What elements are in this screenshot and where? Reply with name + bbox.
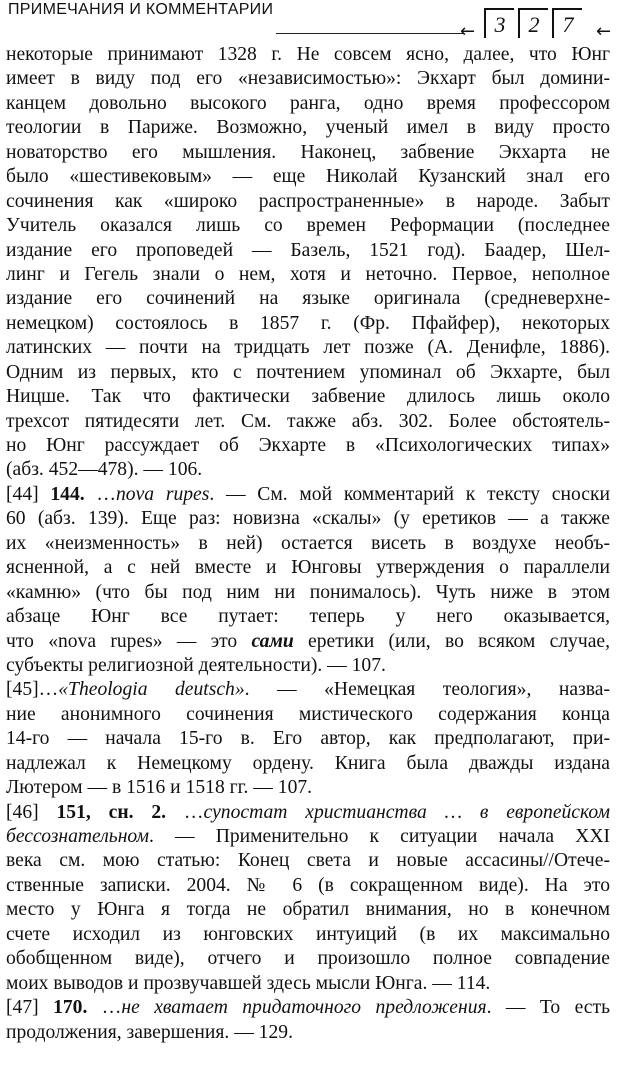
text-line	[6, 287, 610, 311]
text-segment: сочинения как «широко распространенные» в народе. Забыт	[6, 190, 610, 212]
text-line	[6, 410, 610, 434]
text-line	[6, 92, 610, 116]
text-line	[6, 483, 610, 507]
text-segment: теологии в Париже. Возможно, ученый имел в виду просто	[6, 117, 610, 139]
text-line	[6, 849, 610, 873]
text-line	[6, 703, 610, 727]
text-line	[6, 972, 610, 996]
text-line	[6, 165, 610, 189]
text-segment: …	[84, 483, 116, 505]
text-segment: . — «Немецкая теология», назва-	[244, 679, 610, 701]
text-segment: . — См. мой комментарий к тексту сноски	[209, 483, 610, 505]
text-segment: 14-го — начала 15-го в. Его автор, как предполагают, при-	[6, 728, 610, 750]
text-line	[6, 752, 610, 776]
header-rule	[276, 33, 464, 34]
text-line	[6, 312, 610, 336]
text-line	[6, 239, 610, 263]
text-segment: 170.	[53, 997, 88, 1019]
text-segment: ние анонимного сочинения мистического содержания конца	[6, 703, 610, 725]
text-line	[6, 923, 610, 947]
page-number-digit: 3	[484, 8, 514, 38]
text-segment: трехсот пятидесяти лет. См. также абз. 302. Более обстоятель-	[6, 410, 610, 432]
text-line	[6, 67, 610, 91]
text-segment: …	[87, 997, 122, 1019]
text-segment: счете исходил из юнговских интуиций (в их максимально	[6, 923, 610, 945]
text-line	[6, 116, 610, 140]
text-line	[6, 654, 610, 678]
text-segment: [47]	[6, 997, 54, 1019]
text-segment: 151, сн. 2.	[56, 801, 167, 823]
text-line	[6, 996, 610, 1020]
text-line	[6, 874, 610, 898]
text-segment: латинских — почти на тридцать лет позже (А. Денифле, 1886).	[6, 337, 610, 359]
text-segment: (абз. 452—478). — 106.	[6, 459, 203, 481]
text-segment: линг и Гегель знали о нем, хотя и неточно. Первое, неполное	[6, 263, 610, 285]
text-segment: супостат христианства … в европейском	[203, 801, 610, 823]
text-segment: 144.	[50, 483, 85, 505]
text-line	[6, 605, 610, 629]
text-segment: …	[166, 801, 204, 823]
text-segment: Учитель оказался лишь со времен Реформации (последнее	[6, 215, 610, 237]
text-line	[6, 581, 610, 605]
text-segment: nova rupes	[116, 483, 210, 505]
text-segment: их «неизменность» в ней) остается висеть в воздухе необъ-	[6, 532, 610, 554]
notes-text	[6, 43, 610, 1045]
text-line	[6, 190, 610, 214]
text-segment: что «nova rupes» — это	[6, 630, 252, 652]
text-line	[6, 458, 610, 482]
text-segment: новаторство его мышления. Наконец, забвение Экхарта не	[6, 141, 610, 163]
text-line	[6, 263, 610, 287]
text-line	[6, 385, 610, 409]
text-line	[6, 214, 610, 238]
text-segment: издание его проповедей — Базель, 1521 год). Баадер, Шел-	[6, 239, 610, 261]
text-line	[6, 727, 610, 751]
text-line	[6, 556, 610, 580]
text-segment: абзаце Юнг все путает: теперь у него оказывается,	[6, 606, 610, 628]
text-line	[6, 532, 610, 556]
text-segment: Одним из первых, кто с почтением упоминал об Экхарте, был	[6, 361, 610, 383]
text-segment: Ницше. Так что фактически забвение длилось лишь около	[6, 386, 610, 408]
text-line	[6, 776, 610, 800]
page-number-digit: 7	[552, 8, 582, 38]
text-segment: немецком) состоялось в 1857 г. (Фр. Пфайфер), некоторых	[6, 312, 610, 334]
text-segment: сами	[251, 630, 294, 652]
text-segment: . — Применительно к ситуации начала XXI	[149, 826, 610, 847]
text-segment: бессознательном	[6, 826, 149, 847]
text-line	[6, 336, 610, 360]
running-head: ПРИМЕЧАНИЯ И КОММЕНТАРИИ	[8, 1, 274, 18]
text-line	[6, 141, 610, 165]
text-segment: [45]…	[6, 679, 59, 701]
text-segment: ственные записки. 2004. № 6 (в сокращенном виде). На это	[6, 874, 610, 896]
page-number-digit: 2	[518, 8, 548, 38]
text-segment: но Юнг рассуждает об Экхарте в «Психологических типах»	[6, 435, 610, 456]
text-line	[6, 361, 610, 385]
text-segment: место у Юнга я тогда не обратил внимания, но в конечном	[6, 899, 610, 921]
text-segment: еретики (или, во всяком случае,	[293, 630, 610, 652]
text-line	[6, 678, 610, 702]
text-segment: надлежал к Немецкому ордену. Книга была дважды издана	[6, 752, 610, 774]
text-segment: «Theologia deutsch»	[58, 679, 245, 701]
text-segment: канцем довольно высокого ранга, одно время профессором	[6, 92, 610, 114]
text-line	[6, 825, 610, 849]
text-line	[6, 947, 610, 971]
text-segment: продолжения, завершения. — 129.	[6, 1021, 293, 1043]
arrow-left-icon: ←	[460, 21, 476, 42]
text-segment: ясненной, а с ней вместе и Юнговы утверждения о параллели	[6, 557, 610, 579]
page-number	[484, 8, 592, 40]
text-segment: обобщенном виде), отчего и произошло полное совпадение	[6, 948, 610, 970]
text-segment: имеет в виду под его «независимостью»: Экхарт был домини-	[6, 68, 610, 90]
text-segment: [44]	[6, 483, 51, 505]
text-line	[6, 898, 610, 922]
text-segment: субъекты религиозной деятельности). — 107.	[6, 654, 386, 676]
text-line	[6, 434, 610, 458]
text-segment: . — То есть	[486, 997, 610, 1019]
text-segment: [46]	[6, 801, 57, 823]
text-line	[6, 507, 610, 531]
text-segment: было «шестивековым» — еще Николай Кузанский знал его	[6, 166, 610, 188]
text-segment: некоторые принимают 1328 г. Не совсем ясно, далее, что Юнг	[6, 44, 610, 65]
text-segment: 60 (абз. 139). Еще раз: новизна «скалы» (у еретиков — а также	[6, 508, 610, 530]
text-line	[6, 43, 610, 67]
text-segment: Лютером — в 1516 и 1518 гг. — 107.	[6, 777, 313, 799]
text-segment: издание его сочинений на языке оригинала (средневерхне-	[6, 288, 610, 310]
text-line	[6, 801, 610, 825]
text-segment: не хватает придаточного предложения	[121, 997, 487, 1019]
arrow-right-icon: ←	[596, 21, 612, 42]
text-segment: моих выводов и прозвучавшей здесь мысли Юнга. — 114.	[6, 972, 491, 994]
text-segment: «камню» (что бы под ним ни понималось). Чуть ниже в этом	[6, 581, 610, 603]
text-line	[6, 1021, 610, 1045]
text-line	[6, 630, 610, 654]
page-header	[6, 0, 610, 44]
text-segment: века см. мою статью: Конец света и новые ассасины//Отече-	[6, 850, 610, 872]
